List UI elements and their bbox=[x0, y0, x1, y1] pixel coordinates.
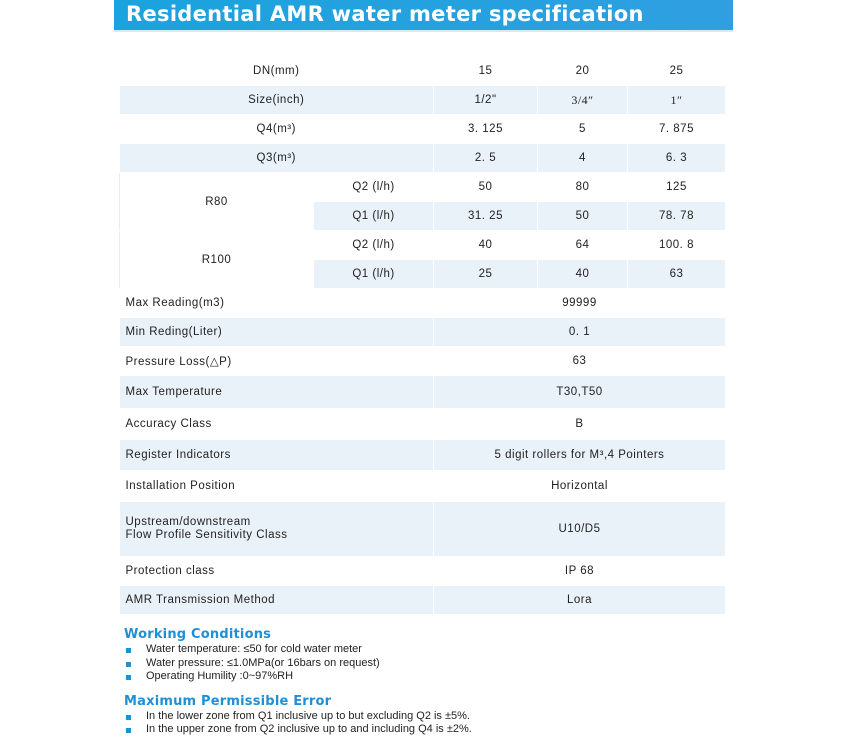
cell: 31. 25 bbox=[434, 202, 538, 231]
cell: 40 bbox=[434, 231, 538, 260]
row-label: Min Reding(Liter) bbox=[120, 318, 434, 347]
table-row bbox=[120, 440, 726, 471]
row-label-line: Flow Profile Sensitivity Class bbox=[125, 529, 288, 541]
list-item-text: Water temperature: ≤50 for cold water meter bbox=[146, 643, 362, 655]
list-item bbox=[124, 670, 724, 684]
working-conditions-heading: Working Conditions bbox=[124, 627, 272, 642]
cell: 5 bbox=[538, 115, 628, 144]
list-item-text: In the lower zone from Q1 inclusive up to but excluding Q2 is ±5%. bbox=[146, 709, 470, 722]
notes-section bbox=[124, 627, 724, 741]
row-label: Q2 (l/h) bbox=[314, 173, 434, 202]
cell: 1/2" bbox=[434, 86, 538, 115]
group-label-r100: R100 bbox=[120, 231, 314, 289]
cell: 63 bbox=[628, 260, 726, 289]
cell: 0. 1 bbox=[434, 318, 726, 347]
table-row bbox=[120, 586, 726, 615]
max-error-list bbox=[124, 710, 724, 737]
cell: 2. 5 bbox=[434, 144, 538, 173]
table-row-r80-q2 bbox=[120, 173, 726, 202]
row-label: Register Indicators bbox=[120, 440, 434, 471]
row-label: Q1 (l/h) bbox=[314, 202, 434, 231]
cell: 125 bbox=[628, 173, 726, 202]
table-row bbox=[120, 502, 726, 557]
list-item bbox=[124, 657, 724, 671]
spec-table bbox=[119, 57, 726, 615]
row-label: Pressure Loss(△P) bbox=[120, 347, 434, 376]
cell: 15 bbox=[434, 57, 538, 86]
table-row bbox=[120, 376, 726, 409]
list-item-text: Operating Humility :0~97%RH bbox=[146, 670, 294, 682]
cell: 40 bbox=[538, 260, 628, 289]
row-label: Installation Position bbox=[120, 471, 434, 502]
cell: 20 bbox=[538, 57, 628, 86]
group-label-r80: R80 bbox=[120, 173, 314, 231]
cell: 78. 78 bbox=[628, 202, 726, 231]
cell: T30,T50 bbox=[434, 376, 726, 409]
cell: Horizontal bbox=[434, 471, 726, 502]
cell: 4 bbox=[538, 144, 628, 173]
cell: 25 bbox=[434, 260, 538, 289]
cell: 5 digit rollers for M³,4 Pointers bbox=[434, 440, 726, 471]
row-label: AMR Transmission Method bbox=[120, 586, 434, 615]
table-row-size bbox=[120, 86, 726, 115]
list-item-text: Water pressure: ≤1.0MPa(or 16bars on request) bbox=[146, 656, 380, 669]
cell: 3/4″ bbox=[538, 86, 628, 115]
cell: 64 bbox=[538, 231, 628, 260]
max-error-heading: Maximum Permissible Error bbox=[124, 693, 332, 709]
row-label: DN(mm) bbox=[120, 57, 434, 86]
cell: 99999 bbox=[434, 289, 726, 318]
cell: 7. 875 bbox=[628, 115, 726, 144]
cell: 3. 125 bbox=[434, 115, 538, 144]
title-banner bbox=[114, 0, 733, 32]
row-label: Max Temperature bbox=[120, 376, 434, 409]
cell: U10/D5 bbox=[434, 502, 726, 557]
table-row bbox=[120, 318, 726, 347]
cell: 50 bbox=[538, 202, 628, 231]
cell: 25 bbox=[628, 57, 726, 86]
square-bullet-icon bbox=[126, 715, 131, 720]
square-bullet-icon bbox=[126, 675, 131, 680]
cell: Lora bbox=[434, 586, 726, 615]
row-label: Max Reading(m3) bbox=[120, 289, 434, 318]
row-label: Q4(m³) bbox=[120, 115, 434, 144]
cell: 6. 3 bbox=[628, 144, 726, 173]
cell: B bbox=[434, 409, 726, 440]
table-row bbox=[120, 347, 726, 376]
cell: 50 bbox=[434, 173, 538, 202]
row-label: Q1 (l/h) bbox=[314, 260, 434, 289]
list-item-text: In the upper zone from Q2 inclusive up to and including Q4 is ±2%. bbox=[146, 723, 472, 735]
cell: 1″ bbox=[628, 86, 726, 115]
table-row bbox=[120, 471, 726, 502]
table-row bbox=[120, 557, 726, 586]
row-label: Accuracy Class bbox=[120, 409, 434, 440]
table-row-dn bbox=[120, 57, 726, 86]
cell: IP 68 bbox=[434, 557, 726, 586]
row-label: Q3(m³) bbox=[120, 144, 434, 173]
page-title: Residential AMR water meter specification bbox=[126, 2, 644, 26]
table-row-q3 bbox=[120, 144, 726, 173]
row-label: Q2 (l/h) bbox=[314, 231, 434, 260]
table-row-q4 bbox=[120, 115, 726, 144]
row-label bbox=[120, 502, 434, 557]
square-bullet-icon bbox=[126, 728, 131, 733]
row-label-line: Upstream/downstream bbox=[125, 516, 251, 528]
cell: 80 bbox=[538, 173, 628, 202]
square-bullet-icon bbox=[126, 662, 131, 667]
cell: 100. 8 bbox=[628, 231, 726, 260]
table-row-r100-q2 bbox=[120, 231, 726, 260]
list-item bbox=[124, 643, 724, 657]
row-label: Protection class bbox=[120, 557, 434, 586]
list-item bbox=[124, 710, 724, 724]
square-bullet-icon bbox=[126, 648, 131, 653]
table-row bbox=[120, 289, 726, 318]
table-row bbox=[120, 409, 726, 440]
working-conditions-list bbox=[124, 643, 724, 684]
list-item bbox=[124, 723, 724, 737]
cell: 63 bbox=[434, 347, 726, 376]
row-label: Size(inch) bbox=[120, 86, 434, 115]
